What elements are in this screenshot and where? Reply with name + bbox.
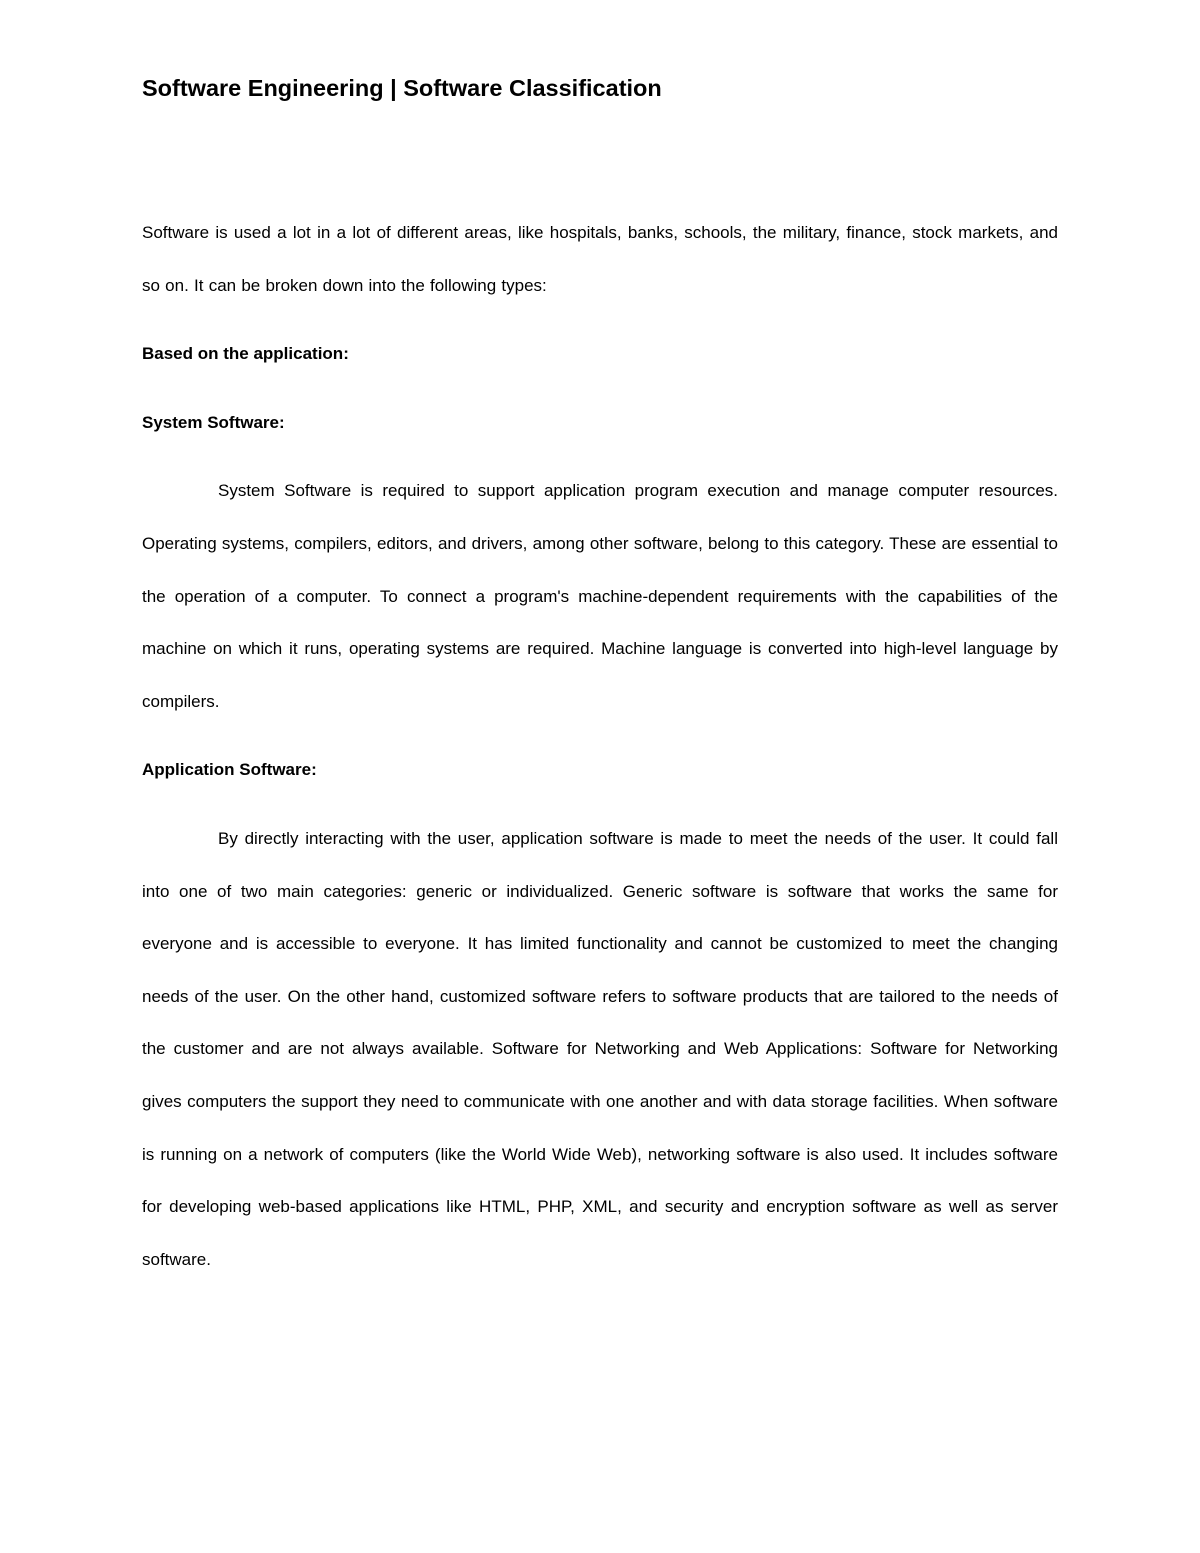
document-title: Software Engineering | Software Classification: [142, 75, 662, 101]
application-software-heading: Application Software:: [142, 760, 317, 780]
system-software-paragraph: System Software is required to support application program execution and manage computer resources. Operating systems, compilers, editors, and drivers, among other software, belong to this category. These are essential to the operation of a computer. To connect a program's machine-dependent requirements with the capabilities of the machine on which it runs, operating systems are required. Machine language is converted into high-level language by compilers.: [142, 481, 1058, 711]
intro-paragraph: Software is used a lot in a lot of different areas, like hospitals, banks, schools, the military, finance, stock markets, and so on. It can be broken down into the following types:: [142, 223, 1058, 295]
system-software-heading: System Software:: [142, 412, 285, 432]
section-heading: Based on the application:: [142, 344, 349, 364]
application-software-paragraph: By directly interacting with the user, application software is made to meet the needs of the user. It could fall into one of two main categories: generic or individualized. Generic software is software that works the same for everyone and is accessible to everyone. It has limited functionality and cannot be customized to meet the changing needs of the user. On the other hand, customized software refers to software products that are tailored to the needs of the customer and are not always available. Software for Networking and Web Applications: Software for Networking gives computers the support they need to communicate with one another and with data storage facilities. When software is running on a network of computers (like the World Wide Web), networking software is also used. It includes software for developing web-based applications like HTML, PHP, XML, and security and encryption software as well as server software.: [142, 828, 1058, 1269]
document-body: [142, 207, 1058, 1302]
